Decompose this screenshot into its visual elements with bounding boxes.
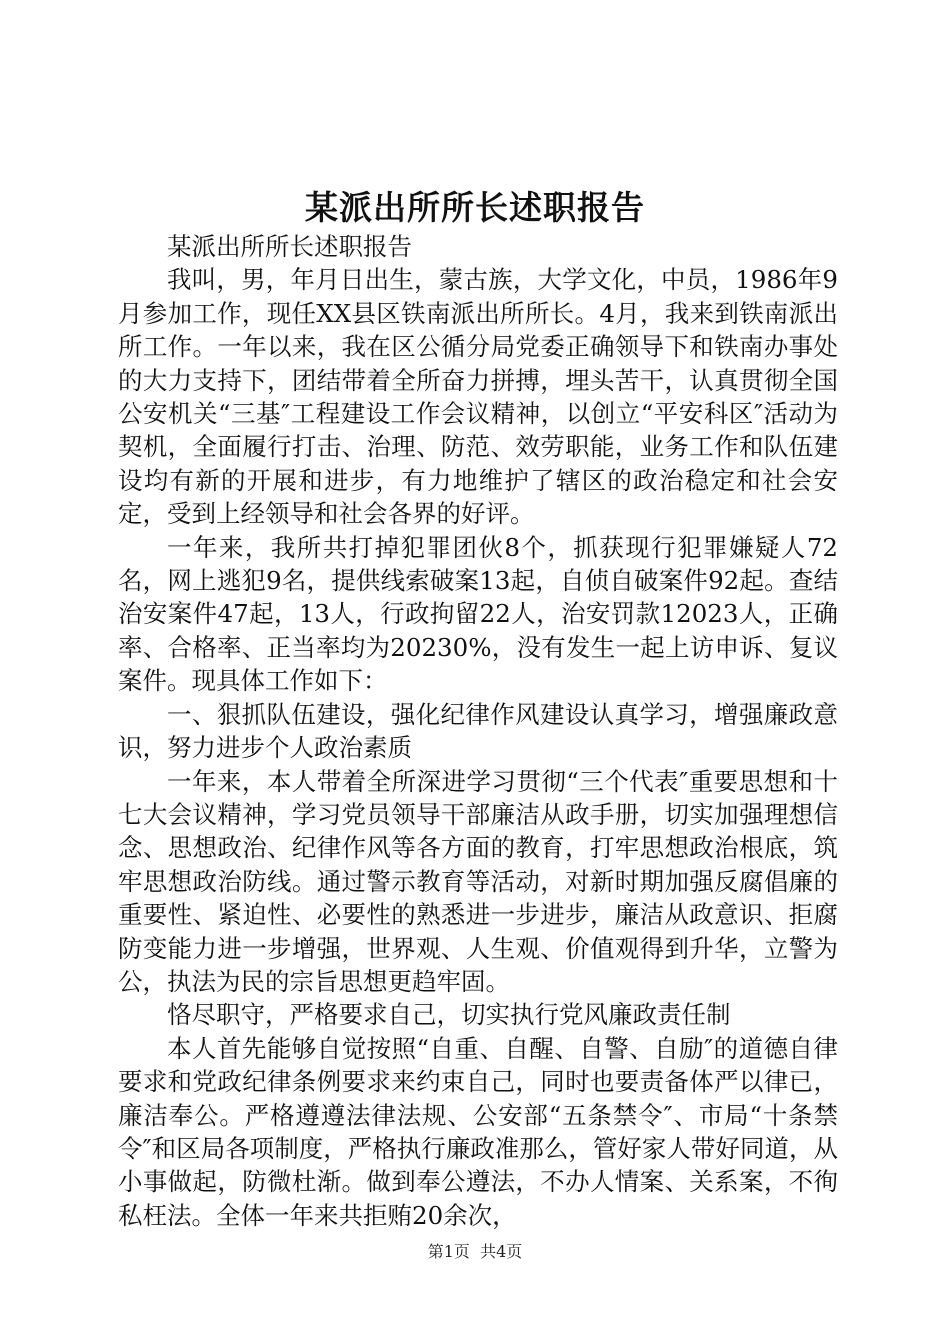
section-heading: 恪尽职守，严格要求自己，切实执行党风廉政责任制 <box>167 1000 731 1030</box>
document-title: 某派出所所长述职报告 <box>305 188 645 227</box>
body-paragraph: 一年来，本人带着全所深进学习贯彻“三个代表″重要思想和十七大会议精神，学习党员领导干部廉洁从政手册，切实加强理想信念、思想政治、纪律作风等各方面的教育，打牢思想政治根底，筑牢思想政治防线。通过警示教育等活动，对新时期加强反腐倡廉的重要性、紧迫性、必要性的熟悉进一步进步，廉洁从政意识、拒腐防变能力进一步增强，世界观、人生观、价值观得到升华，立警为公，执法为民的宗旨思想更趋牢固。 <box>118 766 838 996</box>
section-heading: 一、狠抓队伍建设，强化纪律作风建设认真学习，增强廉政意识，努力进步个人政治素质 <box>118 699 838 763</box>
document-body <box>118 230 838 1232</box>
body-paragraph: 本人首先能够自觉按照“自重、自醒、自警、自励″的道德自律要求和党政纪律条例要求来约束自己，同时也要责备体严以律已，廉洁奉公。严格遵遵法律法规、公安部“五条禁令″、市局“十条禁令″和区局各项制度，严格执行廉政准那么，管好家人带好同道，从小事做起，防微杜渐。做到奉公遵法，不办人情案、关系案，不徇私枉法。全体一年来共拒贿20余次， <box>118 1033 838 1230</box>
body-paragraph: 某派出所所长述职报告 <box>167 232 412 261</box>
body-paragraph: 一年来，我所共打掉犯罪团伙8个，抓获现行犯罪嫌疑人72名，网上逃犯9名，提供线索破案13起，自侦自破案件92起。查结治安案件47起，13人，行政拘留22人，治安罚款12023人，正确率、合格率、正当率均为20230%，没有发生一起上访申诉、复议案件。现具体工作如下： <box>118 532 838 696</box>
body-paragraph: 我叫，男，年月日出生，蒙古族，大学文化，中员，1986年9月参加工作，现任XX县区铁南派出所所长。4月，我来到铁南派出所工作。一年以来，我在区公循分局党委正确领导下和铁南办事处的大力支持下，团结带着全所奋力拼搏，埋头苦干，认真贯彻全国公安机关“三基″工程建设工作会议精神，以创立“平安科区″活动为契机，全面履行打击、治理、防范、效劳职能，业务工作和队伍建设均有新的开展和进步，有力地维护了辖区的政治稳定和社会安定，受到上经领导和社会各界的好评。 <box>118 265 838 529</box>
page-number: 第1页 共4页 <box>427 1242 523 1261</box>
page-footer <box>0 1240 950 1264</box>
